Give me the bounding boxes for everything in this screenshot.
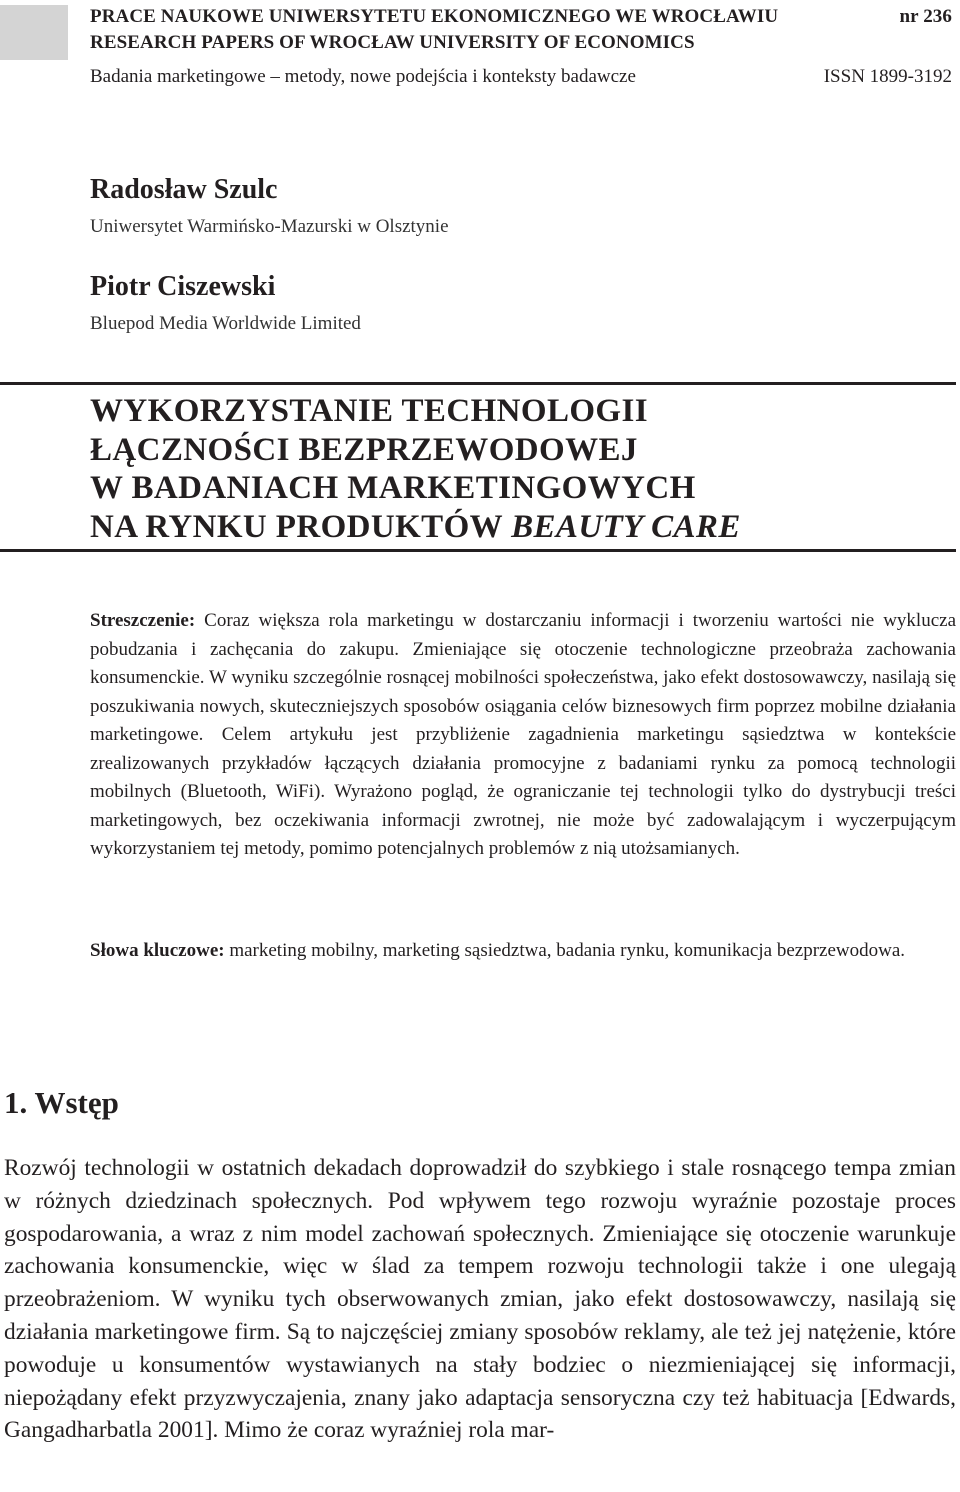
abstract-text: Coraz większa rola marketingu w dostarczaniu informacji i tworzeniu wartości nie wyklucza pobudzania i zachęcania do zakupu. Zmieniające się otoczenie technologiczne przeobraża zachowania konsumenckie. W wyniku szczególnie rosnącej mobilności społeczeństwa, jako efekt dostosowawczy, nasilają się poszukiwania nowych, skuteczniejszych sposobów osiągania celów biznesowych firm poprzez mobilne działania marketingowe. Celem artykułu jest przybliżenie zagadnienia marketingu sąsiedztwa w kontekście zrealizowanych przykładów łączących działania promocyjne z badaniami rynku za pomocą technologii mobilnych (Bluetooth, WiFi). Wyrażono pogląd, że ograniczanie tej technologii tylko do dystrybucji treści marketingowych, bez oczekiwania informacji zwrotnej, nie może być zadowalającym i wyczerpującym wykorzystaniem tej metody, pomimo potencjalnych problemów z nią utożsamianych. (90, 610, 957, 859)
title-bottom-rule (0, 549, 956, 552)
author-affiliation: Uniwersytet Warmińsko-Mazurski w Olsztynie (90, 216, 449, 237)
keywords-text: marketing mobilny, marketing sąsiedztwa, badania rynku, komunikacja bezprzewodowa. (229, 940, 906, 961)
article-title (90, 392, 930, 546)
journal-title-en: RESEARCH PAPERS OF WROCŁAW UNIVERSITY OF ECONOMICS (90, 32, 695, 53)
volume-title: Badania marketingowe – metody, nowe podejścia i konteksty badawcze (90, 66, 636, 87)
title-italic-term: BEAUTY CARE (511, 508, 741, 545)
issn: ISSN 1899-3192 (823, 66, 952, 87)
header-gray-box (0, 5, 68, 60)
journal-title-pl (90, 6, 952, 28)
title-line (90, 508, 930, 547)
author-name: Piotr Ciszewski (90, 271, 276, 302)
author-affiliation: Bluepod Media Worldwide Limited (90, 313, 361, 334)
abstract-label: Streszczenie: (90, 610, 196, 631)
journal-name-pl: PRACE NAUKOWE UNIWERSYTETU EKONOMICZNEGO WE WROCŁAWIU (90, 6, 779, 27)
title-top-rule (0, 382, 956, 385)
body-paragraph: Rozwój technologii w ostatnich dekadach doprowadził do szybkiego i stale rosnącego tempa zmian w różnych dziedzinach społecznych. Pod wpływem tego rozwoju wyraźnie pozostaje proces gospodarowania, a wraz z nim model zachowań społecznych. Zmieniające się otoczenie warunkuje zachowania konsumenckie, więc w ślad za tempem rozwoju technologii także i one ulegają przeobrażeniom. W wyniku tych obserwowanych zmian, jako efekt dostosowawczy, nasilają się działania marketingowe firm. Są to najczęściej zmiany sposobów reklamy, ale też jej natężenie, które powoduje u konsumentów wystawianych na stały bodziec o niezmieniającej się informacji, niepożądany efekt przyzwyczajenia, znany jako adaptacja sensoryczna czy też habituacja [Edwards, Gangadharbatla 2001]. Mimo że coraz wyraźniej rola mar- (4, 1155, 956, 1444)
section-heading: 1. Wstęp (4, 1085, 119, 1120)
title-line: W BADANIACH MARKETINGOWYCH (90, 470, 696, 506)
title-line-prefix: NA RYNKU PRODUKTÓW (90, 508, 512, 545)
issue-number: nr 236 (899, 6, 952, 27)
abstract (90, 607, 956, 864)
title-line: WYKORZYSTANIE TECHNOLOGII (90, 393, 648, 429)
volume-line (90, 66, 952, 88)
keywords (90, 937, 956, 966)
keywords-label: Słowa kluczowe: (90, 940, 225, 961)
author-name: Radosław Szulc (90, 174, 278, 205)
title-line: ŁĄCZNOŚCI BEZPRZEWODOWEJ (90, 431, 638, 468)
